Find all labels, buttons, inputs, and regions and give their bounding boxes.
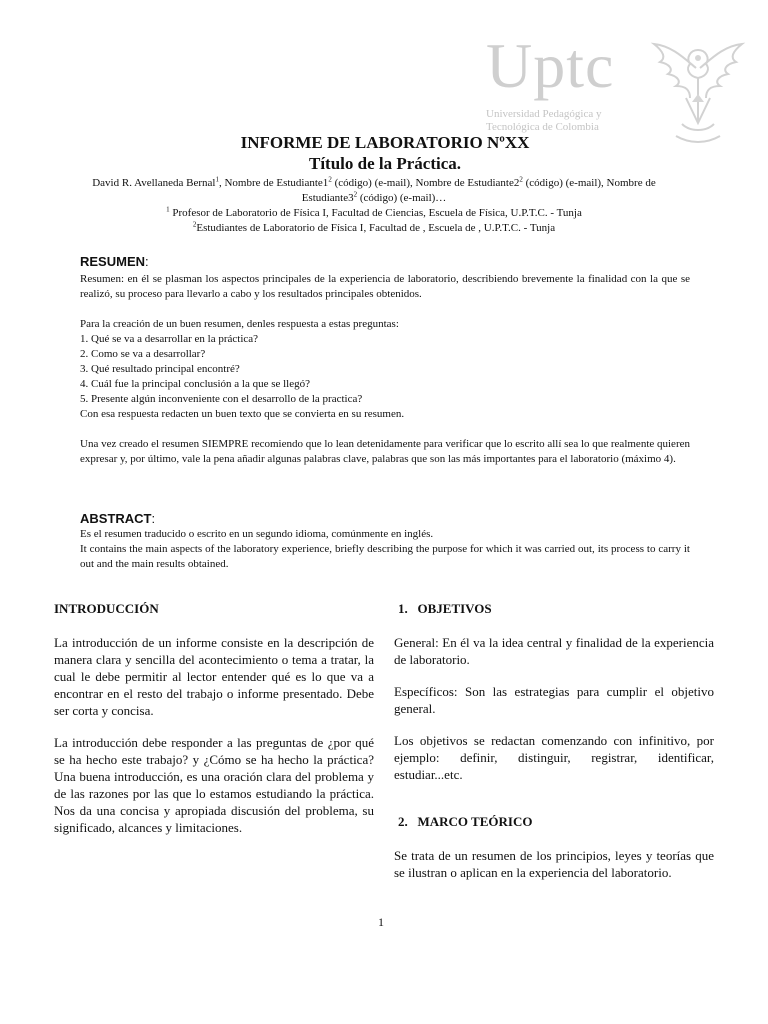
- resumen-heading-text: RESUMEN: [80, 254, 146, 269]
- resumen-question-1: 1. Qué se va a desarrollar en la práctica?: [80, 333, 259, 345]
- resumen-question-3: 3. Qué resultado principal encontré?: [80, 363, 240, 375]
- resumen-paragraph-3: Una vez creado el resumen SIEMPRE recomiendo que lo lean detenidamente para verificar que lo escrito allí sea lo que realmente quieren expresar y, por último, vale la pena añadir algunas palabras clave, palabras que son las más importantes para el laboratorio (máximo 4).: [80, 438, 690, 465]
- abstract-heading-colon: :: [151, 511, 156, 526]
- affil-marker: 1: [215, 175, 219, 184]
- resumen-question-2: 2. Como se va a desarrollar?: [80, 348, 206, 360]
- resumen-question-4: 4. Cuál fue la principal conclusión a la que se llegó?: [80, 378, 311, 390]
- affil-marker: 2: [328, 175, 332, 184]
- author-text: (código) (e-mail)…: [357, 192, 447, 204]
- objetivos-heading: 1. OBJETIVOS: [398, 601, 492, 616]
- practice-title: Título de la Práctica.: [308, 154, 462, 173]
- marco-teorico-paragraph: Se trata de un resumen de los principios, leyes y teorías que se ilustran o aplican en la experiencia del laboratorio.: [394, 848, 714, 880]
- author-professor: David R. Avellaneda Bernal: [92, 177, 216, 189]
- objetivos-redaccion: Los objetivos se redactan comenzando con infinitivo, por ejemplo: definir, distinguir, registrar, identificar, estudiar...etc.: [394, 733, 714, 782]
- affil-marker: 2: [353, 190, 358, 199]
- authors-line-2: [40, 191, 708, 206]
- abstract-heading-text: ABSTRACT: [80, 511, 152, 526]
- marco-teorico-heading: 2. MARCO TEÓRICO: [398, 814, 533, 829]
- resumen-heading-colon: :: [145, 254, 149, 269]
- author-text: (código) (e-mail), Nombre de: [522, 177, 656, 189]
- affiliation-1: [40, 206, 708, 221]
- abstract-line-1: Es el resumen traducido o escrito en un segundo idioma, comúnmente en inglés.: [80, 528, 434, 540]
- report-title: INFORME DE LABORATORIO NºXX: [240, 133, 530, 152]
- affil-marker: 1: [166, 205, 170, 214]
- introduccion-paragraph-1: La introducción de un informe consiste en la descripción de manera clara y sencilla del acontecimiento o tema a tratar, la cual le debe permitir al lector entender qué es lo que va a encontrar en el resto del trabajo o informe presentado. Debe ser corta y concisa.: [54, 635, 374, 718]
- author-student1: , Nombre de Estudiante1: [218, 177, 329, 189]
- authors-line-1: [40, 176, 708, 191]
- page-number: 1: [378, 915, 384, 929]
- introduccion-body: [54, 634, 374, 836]
- author-student2: (código) (e-mail), Nombre de Estudiante2: [331, 177, 520, 189]
- objetivos-general: General: En él va la idea central y finalidad de la experiencia de laboratorio.: [394, 635, 714, 667]
- affiliation-1-text: Profesor de Laboratorio de Física I, Facultad de Ciencias, Escuela de Física, U.P.T.C. - Tunja: [169, 207, 582, 219]
- logo-subtitle-line1: Universidad Pedagógica y: [486, 108, 602, 120]
- affiliation-2-text: Estudiantes de Laboratorio de Física I, Facultad de , Escuela de , U.P.T.C. - Tunja: [196, 222, 556, 234]
- resumen-questions-end: Con esa respuesta redacten un buen texto que se convierta en su resumen.: [80, 408, 405, 420]
- abstract-line-2: It contains the main aspects of the laboratory experience, briefly describing the purpose for which it was carried out, its process to carry it out and the main results obtained.: [80, 543, 690, 570]
- authors-block: [40, 176, 708, 236]
- objetivos-body: [394, 634, 714, 783]
- introduccion-paragraph-2: La introducción debe responder a las preguntas de ¿por qué se ha hecho este trabajo? y ¿Cómo se ha hecho la práctica? Una buena introducción, es una oración clara del problema y de las razones por las que lo estamos estudiando la práctica. Nos da una concisa y apropiada discusión del problema, su significado, alcances y limitaciones.: [54, 735, 374, 835]
- objetivos-especificos: Específicos: Son las estrategias para cumplir el objetivo general.: [394, 684, 714, 716]
- resumen-body: [80, 272, 690, 467]
- logo-brand: Uptc: [486, 30, 615, 101]
- resumen-paragraph-1: Resumen: en él se plasman los aspectos principales de la experiencia de laboratorio, describiendo brevemente la finalidad con la que se realizó, su proceso para llevarlo a cabo y los resultados principales obtenidos.: [80, 273, 690, 300]
- affiliation-2: [40, 221, 708, 236]
- resumen-heading: [80, 254, 149, 269]
- logo-subtitle: [486, 108, 601, 134]
- resumen-questions-intro: Para la creación de un buen resumen, denles respuesta a estas preguntas:: [80, 318, 399, 330]
- abstract-heading: [80, 511, 155, 526]
- logo-subtitle-line2: Tecnológica de Colombia: [486, 121, 599, 133]
- affil-marker: 2: [192, 220, 197, 229]
- resumen-question-5: 5. Presente algún inconveniente con el desarrollo de la practica?: [80, 393, 363, 405]
- abstract-body: [80, 527, 690, 572]
- marco-teorico-body: [394, 847, 714, 881]
- affil-marker: 2: [519, 175, 523, 184]
- author-student3: Estudiante3: [301, 192, 354, 204]
- introduccion-heading: INTRODUCCIÓN: [54, 601, 159, 616]
